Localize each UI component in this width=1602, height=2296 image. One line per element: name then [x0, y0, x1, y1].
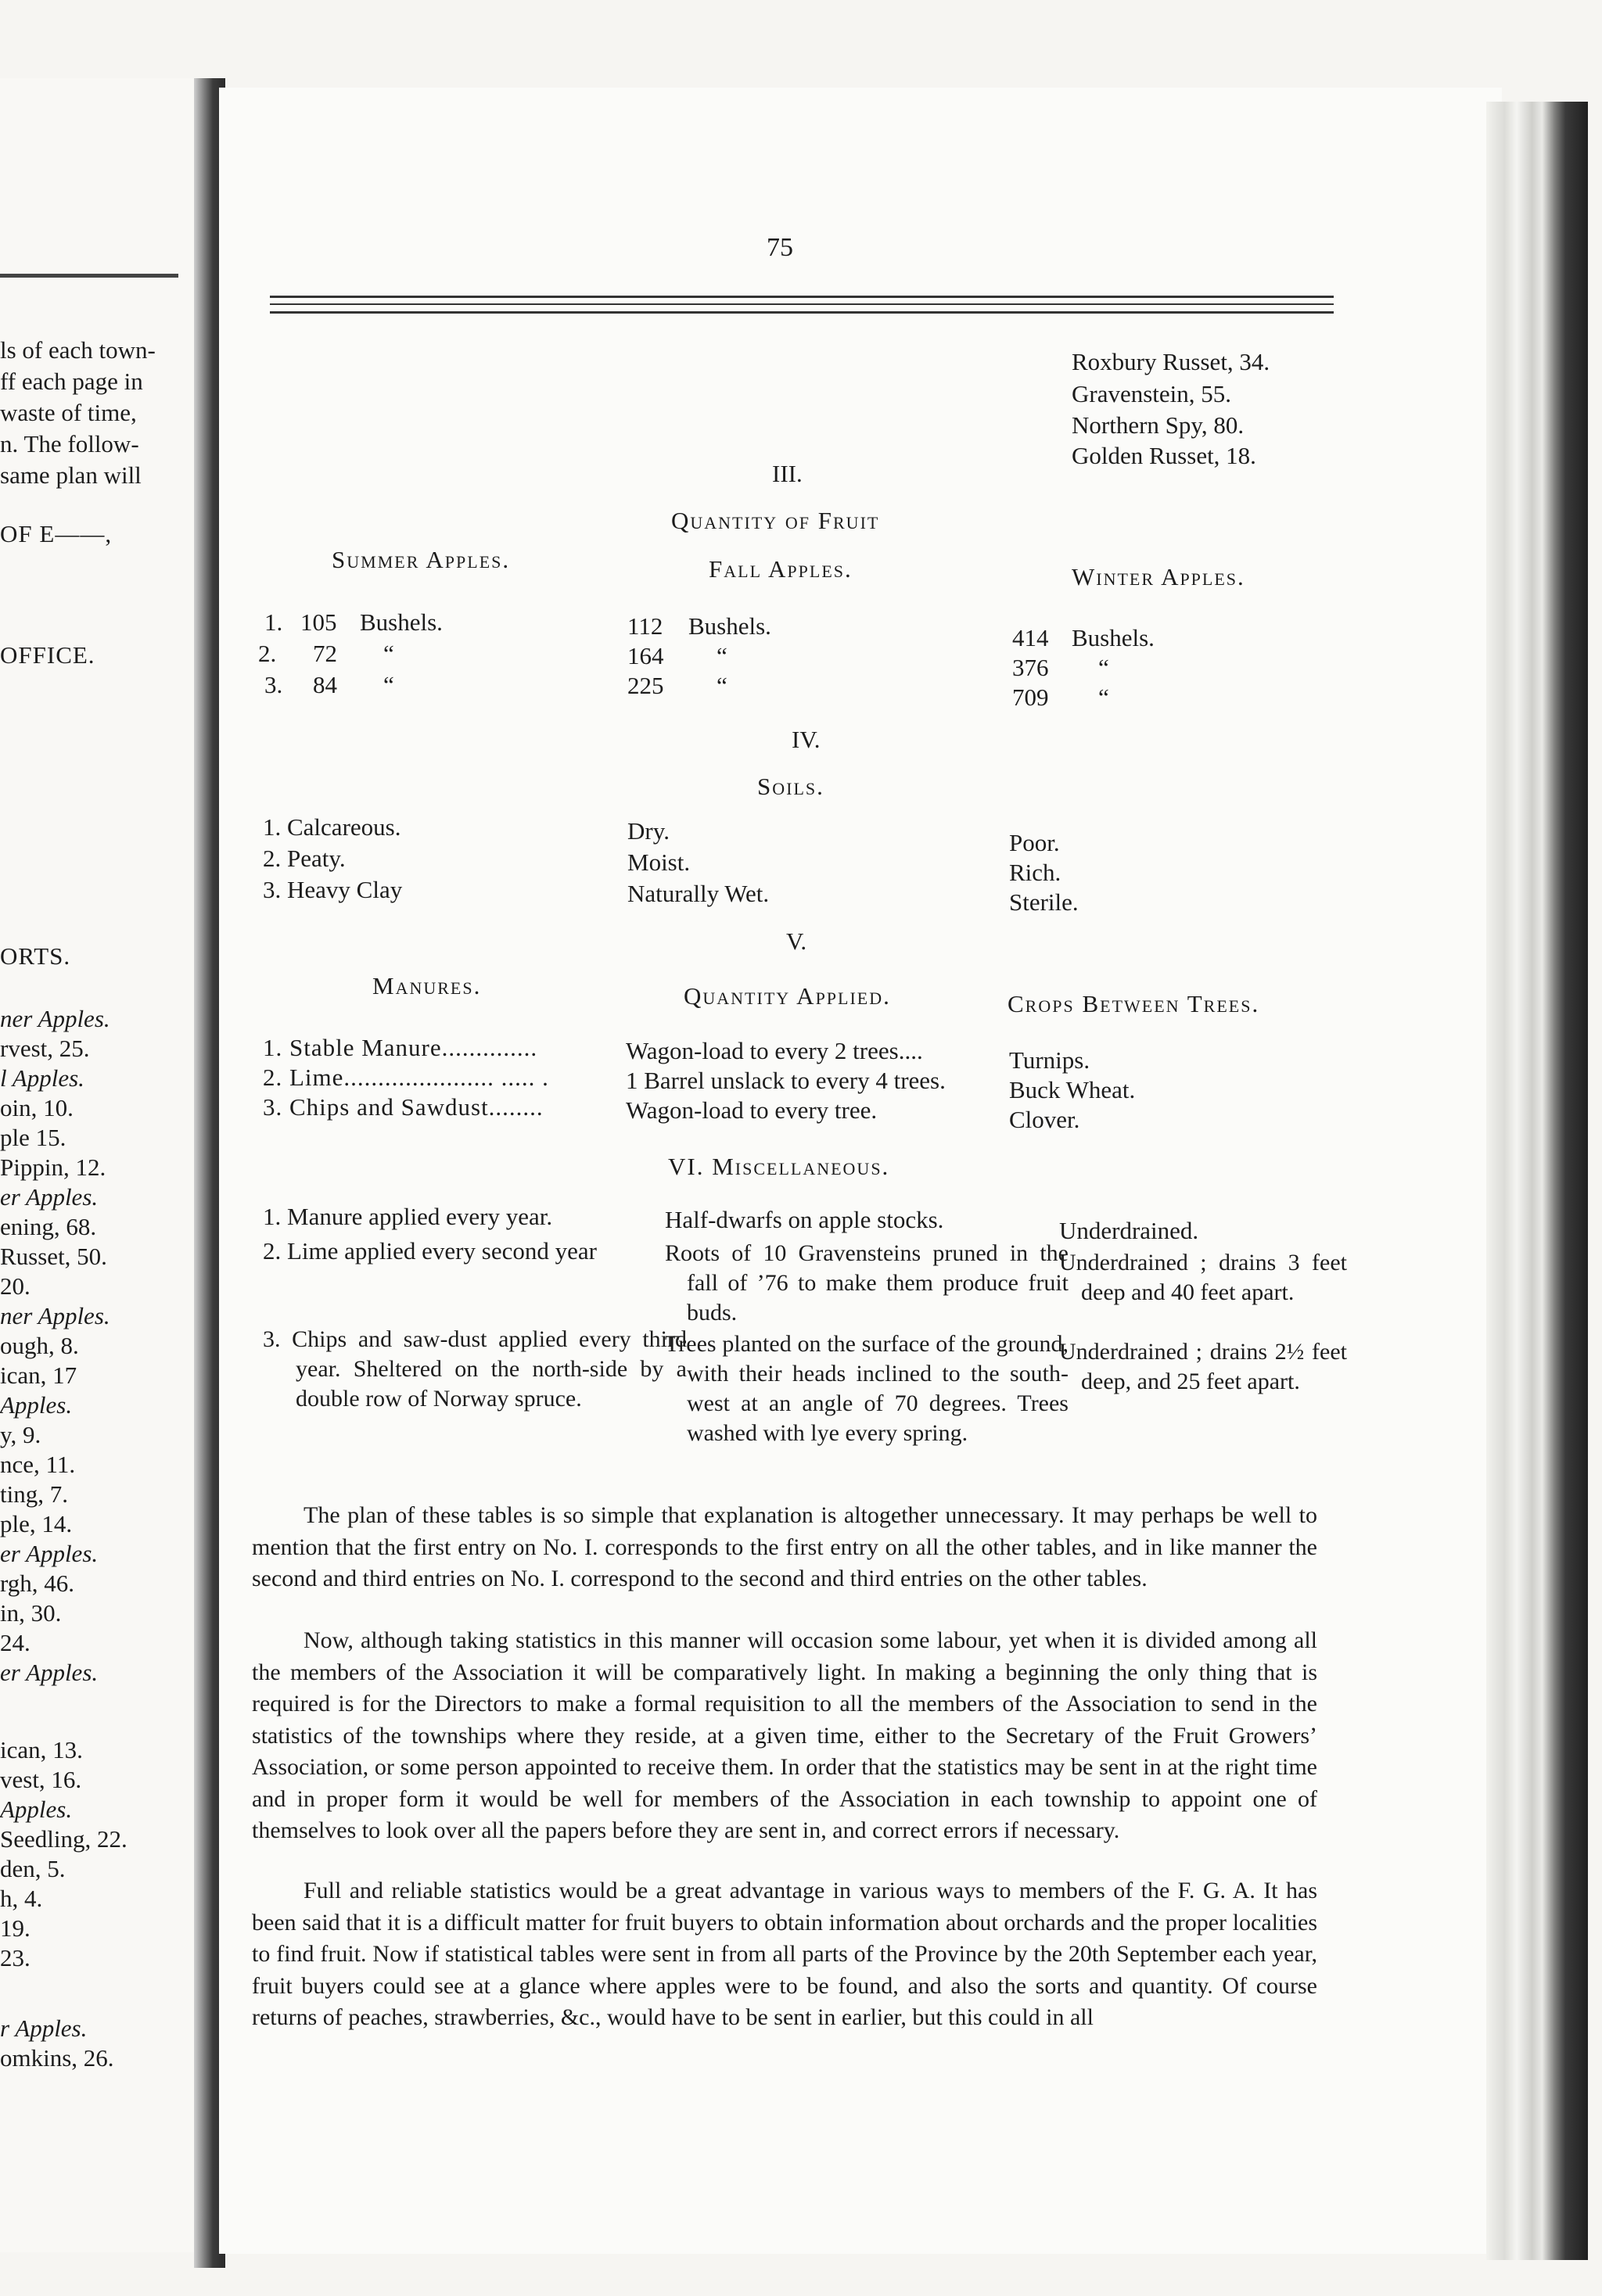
soil-entry: 1. Calcareous. — [263, 813, 401, 841]
manure-entry: 3. Chips and Sawdust........ — [263, 1093, 544, 1121]
left-line: Apples. — [0, 1391, 73, 1419]
soil-entry: 2. Peaty. — [263, 845, 346, 872]
unit-label: Bushels. — [360, 608, 443, 636]
misc-entry: Trees planted on the surface of the ground, with their heads inclined to the south-west at an angle of 70 degrees. Trees washed with lye every spring. — [665, 1331, 1069, 1446]
section-title: VI. Miscellaneous. — [668, 1153, 890, 1180]
left-line: den, 5. — [0, 1855, 66, 1882]
left-line: ican, 13. — [0, 1736, 83, 1763]
column-heading: Summer Apples. — [332, 546, 511, 573]
section-numeral: III. — [772, 460, 803, 487]
crop-entry: Clover. — [1009, 1106, 1080, 1133]
unit-label: Bushels. — [1072, 624, 1155, 651]
quantity-applied-entry: 1 Barrel unslack to every 4 trees. — [626, 1067, 946, 1094]
body-paragraph: Now, although taking statistics in this manner will occasion some labour, yet when it is divided among all the members of the Association it will be comparatively light. In making a beginning the only thing that is required is for the Directors to make a formal requisition to all the members of the Association to send in the statistics of the townships where they reside, at a given time, either to the Secretary of the Fruit Growers’ Association, or some person appointed to receive them. In order that the statistics may be sent in at the right time and in proper form it would be well for members of the Association in each township to appoint one of themselves to look over all the papers before they are sent in, and correct errors if necessary. — [252, 1627, 1317, 1843]
header-rule — [270, 296, 1334, 298]
variety-entry: Northern Spy, 80. — [1072, 411, 1245, 439]
unit-label: Bushels. — [688, 612, 771, 640]
left-line: er Apples. — [0, 1540, 99, 1567]
column-heading: Quantity Applied. — [684, 982, 891, 1010]
left-line: ple, 14. — [0, 1510, 73, 1537]
soil-entry: Poor. — [1009, 829, 1060, 856]
column-heading: Manures. — [372, 972, 482, 999]
soil-entry: Naturally Wet. — [627, 880, 770, 907]
left-line: omkins, 26. — [0, 2044, 114, 2072]
left-page-rule — [0, 274, 178, 278]
section-title: Soils. — [757, 773, 824, 800]
header-rule — [270, 311, 1334, 314]
quantity-value: 164 — [627, 642, 664, 669]
left-facing-page — [0, 78, 205, 2252]
section-title: Quantity of Fruit — [671, 507, 880, 534]
misc-entry: Roots of 10 Gravensteins pruned in the fall of ’76 to make them produce fruit buds. — [665, 1240, 1069, 1326]
crop-entry: Buck Wheat. — [1009, 1076, 1136, 1103]
misc-entry: Underdrained ; drains 3 feet deep and 40 feet apart. — [1059, 1250, 1347, 1305]
page-number: 75 — [767, 233, 793, 262]
row-number: 1. — [264, 608, 283, 636]
left-line: ting, 7. — [0, 1480, 68, 1508]
soil-entry: Rich. — [1009, 859, 1061, 886]
quantity-applied-entry: Wagon-load to every 2 trees.... — [626, 1037, 923, 1064]
ditto-mark: “ — [1098, 654, 1109, 681]
left-line: 20. — [0, 1272, 31, 1300]
quantity-value: 709 — [1012, 683, 1049, 711]
ditto-mark: “ — [383, 671, 394, 698]
page-edge-stack — [1486, 102, 1588, 2260]
left-line: h, 4. — [0, 1885, 43, 1912]
crop-entry: Turnips. — [1009, 1046, 1090, 1074]
soil-entry: Sterile. — [1009, 888, 1079, 916]
left-line: nce, 11. — [0, 1451, 76, 1478]
soil-entry: Dry. — [627, 817, 670, 845]
body-paragraph: The plan of these tables is so simple that explanation is altogether unnecessary. It may perhaps be well to mention that the first entry on No. I. corresponds to the first entry on all the other tables, and in like manner the second and third entries on No. I. correspond to the second and third entries on the other tables. — [252, 1502, 1317, 1591]
left-line: rvest, 25. — [0, 1035, 90, 1062]
quantity-value: 72 — [313, 640, 337, 667]
left-line: same plan will — [0, 461, 142, 489]
left-line: n. The follow- — [0, 430, 139, 457]
left-line: in, 30. — [0, 1599, 62, 1627]
left-line: l Apples. — [0, 1064, 84, 1092]
left-line: 24. — [0, 1629, 31, 1656]
misc-entry: Half-dwarfs on apple stocks. — [665, 1206, 944, 1233]
left-line: 19. — [0, 1914, 31, 1942]
row-number: 2. — [258, 640, 277, 667]
ditto-mark: “ — [717, 642, 727, 669]
header-rule — [270, 303, 1334, 305]
manure-entry: 2. Lime...................... ..... . — [263, 1064, 549, 1091]
ditto-mark: “ — [383, 640, 394, 667]
misc-entry: Underdrained. — [1059, 1217, 1199, 1244]
quantity-value: 414 — [1012, 624, 1049, 651]
misc-entry: 1. Manure applied every year. — [263, 1203, 553, 1230]
left-line: ff each page in — [0, 368, 143, 395]
left-line: Russet, 50. — [0, 1243, 107, 1270]
quantity-value: 225 — [627, 672, 664, 699]
quantity-value: 84 — [313, 671, 337, 698]
misc-entry: 2. Lime applied every second year — [263, 1237, 597, 1265]
left-line: ORTS. — [0, 942, 71, 970]
left-line: ner Apples. — [0, 1005, 110, 1032]
quantity-value: 105 — [300, 608, 337, 636]
left-line: y, 9. — [0, 1421, 41, 1448]
left-line: rgh, 46. — [0, 1570, 75, 1597]
left-line: Seedling, 22. — [0, 1825, 128, 1853]
left-line: ough, 8. — [0, 1332, 79, 1359]
quantity-applied-entry: Wagon-load to every tree. — [626, 1096, 878, 1124]
quantity-value: 376 — [1012, 654, 1049, 681]
row-number: 3. — [264, 671, 283, 698]
left-line: 23. — [0, 1944, 31, 1971]
left-line: OF E——, — [0, 520, 113, 547]
left-line: er Apples. — [0, 1183, 99, 1211]
body-paragraph: Full and reliable statistics would be a great advantage in various ways to members of the F. G. A. It has been said that it is a difficult matter for fruit buyers to obtain information about orchards and the proper localities to find fruit. Now if statistical tables were sent in from all parts of the Province by the 20th September each year, fruit buyers could see at a glance where apples were to be found, and also the sorts and quantity. Of course returns of peaches, strawberries, &c., would have to be sent in earlier, but this could in all — [252, 1878, 1317, 2030]
ditto-mark: “ — [1098, 683, 1109, 711]
section-numeral: IV. — [792, 726, 821, 753]
variety-entry: Roxbury Russet, 34. — [1072, 348, 1270, 375]
misc-entry: 3. Chips and saw-dust applied every third year. Sheltered on the north-side by a double row of Norway spruce. — [263, 1326, 687, 1412]
quantity-value: 112 — [627, 612, 663, 640]
column-heading: Crops Between Trees. — [1008, 990, 1260, 1017]
left-line: r Apples. — [0, 2014, 88, 2042]
ditto-mark: “ — [717, 672, 727, 699]
left-line: Apples. — [0, 1796, 73, 1823]
left-line: OFFICE. — [0, 641, 95, 669]
left-line: ican, 17 — [0, 1361, 77, 1389]
misc-entry: Underdrained ; drains 2½ feet deep, and 25 feet apart. — [1059, 1339, 1347, 1394]
left-line: waste of time, — [0, 399, 137, 426]
variety-entry: Golden Russet, 18. — [1072, 442, 1256, 469]
section-numeral: V. — [786, 927, 807, 955]
column-heading: Fall Apples. — [709, 555, 853, 583]
left-line: ening, 68. — [0, 1213, 97, 1240]
column-heading: Winter Apples. — [1072, 563, 1245, 590]
left-line: oin, 10. — [0, 1094, 74, 1121]
manure-entry: 1. Stable Manure.............. — [263, 1034, 538, 1061]
left-line: Pippin, 12. — [0, 1153, 106, 1181]
left-line: ner Apples. — [0, 1302, 110, 1329]
soil-entry: Moist. — [627, 848, 691, 876]
left-line: ls of each town- — [0, 336, 156, 364]
left-line: vest, 16. — [0, 1766, 82, 1793]
variety-entry: Gravenstein, 55. — [1072, 380, 1232, 407]
left-line: ple 15. — [0, 1124, 66, 1151]
left-line: er Apples. — [0, 1659, 99, 1686]
soil-entry: 3. Heavy Clay — [263, 876, 403, 903]
